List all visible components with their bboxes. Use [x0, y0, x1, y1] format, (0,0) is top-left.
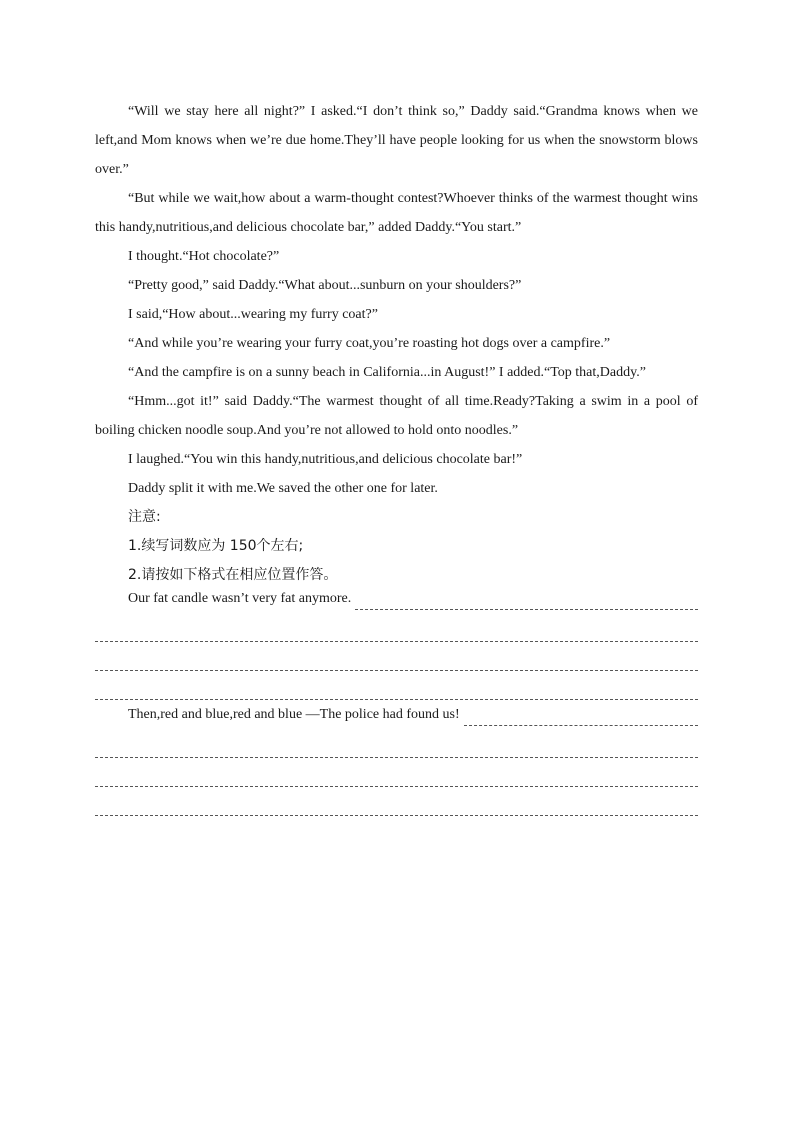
story-paragraph-9: I laughed.“You win this handy,nutritious,and delicious chocolate bar!” — [128, 452, 523, 467]
notes-item-1: 1.续写词数应为 150个左右; — [128, 538, 304, 554]
notes-item-2: 2.请按如下格式在相应位置作答。 — [128, 567, 338, 583]
story-paragraph-3: I thought.“Hot chocolate?” — [128, 249, 280, 264]
answer-blank-2-2[interactable] — [95, 764, 698, 793]
story-paragraph-10: Daddy split it with me.We saved the other one for later. — [128, 481, 438, 496]
story-paragraph-6: “And while you’re wearing your furry coat,you’re roasting hot dogs over a campfire.” — [128, 336, 611, 351]
story-paragraph-8: “Hmm...got it!” said Daddy.“The warmest thought of all time.Ready?Taking a swim in a pool of boiling chicken noodle soup.And you’re not allowed to hold onto noodles.” — [95, 394, 698, 438]
answer-starter-2-text: Then,red and blue,red and blue —The police had found us! — [128, 707, 460, 722]
answer-blank-1-0[interactable] — [355, 609, 698, 610]
notes-heading: 注意: — [128, 509, 161, 525]
story-paragraph-1: “Will we stay here all night?” I asked.“I don’t think so,” Daddy said.“Grandma knows when we left,and Mom knows when we’re due home.They’ll have people looking for us when the snowstorm blows over.” — [95, 104, 698, 177]
story-paragraph-7: “And the campfire is on a sunny beach in California...in August!” I added.“Top that,Daddy.” — [128, 365, 646, 380]
document-content — [95, 97, 698, 822]
story-paragraph-5: I said,“How about...wearing my furry coat?” — [128, 307, 378, 322]
story-paragraph-4: “Pretty good,” said Daddy.“What about...sunburn on your shoulders?” — [128, 278, 522, 293]
answer-starter-1-text: Our fat candle wasn’t very fat anymore. — [128, 591, 352, 606]
answer-blank-1-2[interactable] — [95, 648, 698, 677]
answer-blank-2-1[interactable] — [95, 735, 698, 764]
answer-starter-2 — [95, 706, 698, 735]
answer-blank-2-3[interactable] — [95, 793, 698, 822]
answer-blank-1-1[interactable] — [95, 619, 698, 648]
answer-starter-1 — [95, 590, 698, 619]
answer-blank-2-0[interactable] — [464, 725, 698, 726]
story-paragraph-2: “But while we wait,how about a warm-thought contest?Whoever thinks of the warmest thought wins this handy,nutritious,and delicious chocolate bar,” added Daddy.“You start.” — [95, 191, 698, 235]
